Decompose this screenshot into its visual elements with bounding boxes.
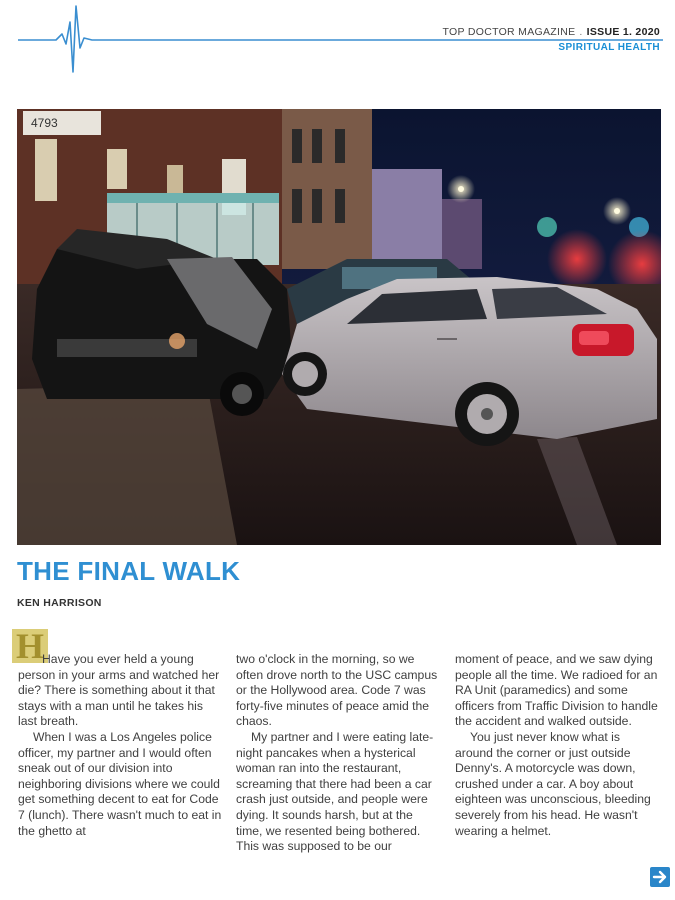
paragraph: moment of peace, and we saw dying people all the time. We radioed for an RA Unit (paramedics) and some officers from Traffic Division to handle the accident and walked outside. (455, 652, 658, 729)
text-column-3 (455, 652, 660, 839)
text-column-1 (18, 652, 223, 839)
separator: . (579, 26, 583, 38)
store-sign-number: 4793 (31, 116, 58, 130)
issue-line (443, 26, 660, 38)
next-page-arrow-icon[interactable] (650, 867, 670, 887)
paragraph: Have you ever held a young person in your arms and watched her die? There is something about it that stays with a man until he takes his last breath. (18, 652, 220, 729)
paragraph: two o'clock in the morning, so we often drove north to the USC campus or the Hollywood area. Code 7 was forty-five minutes of peace amid the chaos. (236, 652, 438, 729)
article-author: KEN HARRISON (17, 597, 102, 609)
hero-photo (17, 109, 661, 545)
heartbeat-line-icon (18, 4, 663, 76)
page-header (0, 0, 675, 70)
paragraph: You just never know what is around the corner or just outside Denny's. A motorcycle was down, crushed under a car. A boy about eighteen was unconscious, bleeding severely from his head. He wasn't wearing a helmet. (455, 729, 651, 838)
issue-number: ISSUE 1. 2020 (586, 26, 660, 38)
drop-cap: H (12, 629, 48, 663)
article-title: THE FINAL WALK (17, 556, 241, 586)
paragraph: When I was a Los Angeles police officer, my partner and I would often sneak out of our division into neighboring divisions where we could get something decent to eat for Code 7 (lunch). There wasn't much to eat in the ghetto at (18, 729, 222, 838)
paragraph: My partner and I were eating late-night pancakes when a hysterical woman ran into the restaurant, screaming that there had been a car crash just outside, and people were dying. It sounds harsh, but at the time, we resented being bothered. This was supposed to be our (236, 729, 434, 854)
text-column-2 (236, 652, 441, 855)
magazine-name: TOP DOCTOR MAGAZINE (442, 26, 576, 38)
section-label: SPIRITUAL HEALTH (558, 42, 660, 53)
